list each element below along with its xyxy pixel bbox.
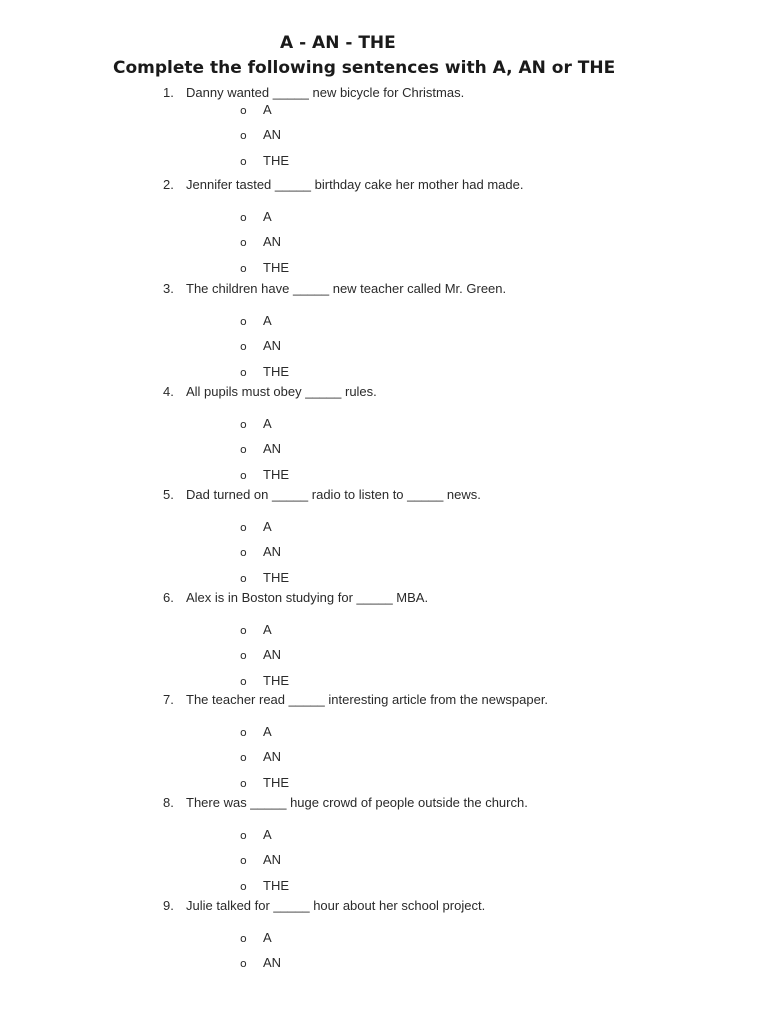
- answer-option-the[interactable]: [240, 570, 289, 587]
- question-2: [163, 177, 524, 193]
- answer-option-label: THE: [263, 364, 289, 379]
- answer-option-a[interactable]: [240, 622, 272, 639]
- circle-bullet-icon: o: [240, 104, 247, 117]
- question-6: [163, 590, 428, 606]
- answer-option-label: A: [263, 102, 272, 117]
- answer-option-label: AN: [263, 955, 282, 970]
- answer-option-an[interactable]: [240, 441, 281, 458]
- answer-option-an[interactable]: [240, 749, 281, 766]
- answer-option-label: AN: [263, 544, 282, 559]
- circle-bullet-icon: o: [240, 957, 247, 970]
- worksheet-title: A - AN - THE: [280, 33, 396, 53]
- question-text: Jennifer tasted _____ birthday cake her mother had made.: [186, 177, 524, 192]
- answer-option-label: THE: [263, 260, 289, 275]
- answer-option-an[interactable]: [240, 647, 281, 664]
- answer-option-label: A: [263, 519, 272, 534]
- answer-option-an[interactable]: [240, 338, 281, 355]
- circle-bullet-icon: o: [240, 624, 247, 637]
- circle-bullet-icon: o: [240, 211, 247, 224]
- answer-option-label: A: [263, 622, 272, 637]
- answer-option-a[interactable]: [240, 519, 272, 536]
- circle-bullet-icon: o: [240, 418, 247, 431]
- answer-option-the[interactable]: [240, 467, 289, 484]
- question-number: 5.: [163, 487, 174, 502]
- question-number: 7.: [163, 692, 174, 707]
- circle-bullet-icon: o: [240, 443, 247, 456]
- question-7: [163, 692, 548, 708]
- answer-option-label: A: [263, 209, 272, 224]
- answer-option-a[interactable]: [240, 724, 272, 741]
- answer-option-label: AN: [263, 852, 282, 867]
- answer-option-an[interactable]: [240, 234, 281, 251]
- circle-bullet-icon: o: [240, 675, 247, 688]
- circle-bullet-icon: o: [240, 572, 247, 585]
- circle-bullet-icon: o: [240, 155, 247, 168]
- question-text: Danny wanted _____ new bicycle for Christmas.: [186, 85, 465, 100]
- circle-bullet-icon: o: [240, 880, 247, 893]
- question-number: 1.: [163, 85, 174, 100]
- question-number: 4.: [163, 384, 174, 399]
- answer-option-the[interactable]: [240, 260, 289, 277]
- question-text: Julie talked for _____ hour about her school project.: [186, 898, 486, 913]
- answer-option-the[interactable]: [240, 673, 289, 690]
- circle-bullet-icon: o: [240, 340, 247, 353]
- answer-option-label: AN: [263, 749, 282, 764]
- answer-option-label: A: [263, 724, 272, 739]
- circle-bullet-icon: o: [240, 932, 247, 945]
- answer-option-a[interactable]: [240, 827, 272, 844]
- circle-bullet-icon: o: [240, 726, 247, 739]
- question-8: [163, 795, 528, 811]
- question-number: 2.: [163, 177, 174, 192]
- circle-bullet-icon: o: [240, 854, 247, 867]
- answer-option-label: AN: [263, 647, 282, 662]
- answer-option-label: A: [263, 313, 272, 328]
- answer-option-label: THE: [263, 775, 289, 790]
- circle-bullet-icon: o: [240, 315, 247, 328]
- circle-bullet-icon: o: [240, 829, 247, 842]
- answer-option-label: THE: [263, 878, 289, 893]
- answer-option-a[interactable]: [240, 416, 272, 433]
- question-5: [163, 487, 481, 503]
- answer-option-the[interactable]: [240, 775, 289, 792]
- answer-option-an[interactable]: [240, 955, 281, 972]
- answer-option-a[interactable]: [240, 209, 272, 226]
- answer-option-label: AN: [263, 127, 282, 142]
- circle-bullet-icon: o: [240, 751, 247, 764]
- answer-option-the[interactable]: [240, 364, 289, 381]
- answer-option-the[interactable]: [240, 153, 289, 170]
- question-text: Dad turned on _____ radio to listen to _____ news.: [186, 487, 481, 502]
- circle-bullet-icon: o: [240, 469, 247, 482]
- question-text: The children have _____ new teacher called Mr. Green.: [186, 281, 507, 296]
- question-number: 9.: [163, 898, 174, 913]
- answer-option-label: AN: [263, 441, 282, 456]
- question-3: [163, 281, 506, 297]
- circle-bullet-icon: o: [240, 546, 247, 559]
- circle-bullet-icon: o: [240, 521, 247, 534]
- question-text: There was _____ huge crowd of people outside the church.: [186, 795, 528, 810]
- answer-option-label: THE: [263, 467, 289, 482]
- answer-option-an[interactable]: [240, 127, 281, 144]
- question-text: The teacher read _____ interesting article from the newspaper.: [186, 692, 549, 707]
- circle-bullet-icon: o: [240, 366, 247, 379]
- question-9: [163, 898, 485, 914]
- question-number: 8.: [163, 795, 174, 810]
- circle-bullet-icon: o: [240, 777, 247, 790]
- answer-option-label: A: [263, 827, 272, 842]
- answer-option-label: A: [263, 930, 272, 945]
- answer-option-label: AN: [263, 338, 282, 353]
- answer-option-label: THE: [263, 570, 289, 585]
- answer-option-the[interactable]: [240, 878, 289, 895]
- answer-option-label: THE: [263, 673, 289, 688]
- question-text: All pupils must obey _____ rules.: [186, 384, 377, 399]
- answer-option-label: A: [263, 416, 272, 431]
- answer-option-a[interactable]: [240, 102, 272, 119]
- answer-option-an[interactable]: [240, 852, 281, 869]
- answer-option-label: THE: [263, 153, 289, 168]
- answer-option-a[interactable]: [240, 930, 272, 947]
- circle-bullet-icon: o: [240, 262, 247, 275]
- question-4: [163, 384, 377, 400]
- circle-bullet-icon: o: [240, 129, 247, 142]
- question-number: 3.: [163, 281, 174, 296]
- answer-option-label: AN: [263, 234, 282, 249]
- circle-bullet-icon: o: [240, 236, 247, 249]
- worksheet-instructions: Complete the following sentences with A, AN or THE: [113, 58, 616, 78]
- circle-bullet-icon: o: [240, 649, 247, 662]
- question-text: Alex is in Boston studying for _____ MBA.: [186, 590, 429, 605]
- answer-option-a[interactable]: [240, 313, 272, 330]
- answer-option-an[interactable]: [240, 544, 281, 561]
- question-1: [163, 85, 464, 101]
- question-number: 6.: [163, 590, 174, 605]
